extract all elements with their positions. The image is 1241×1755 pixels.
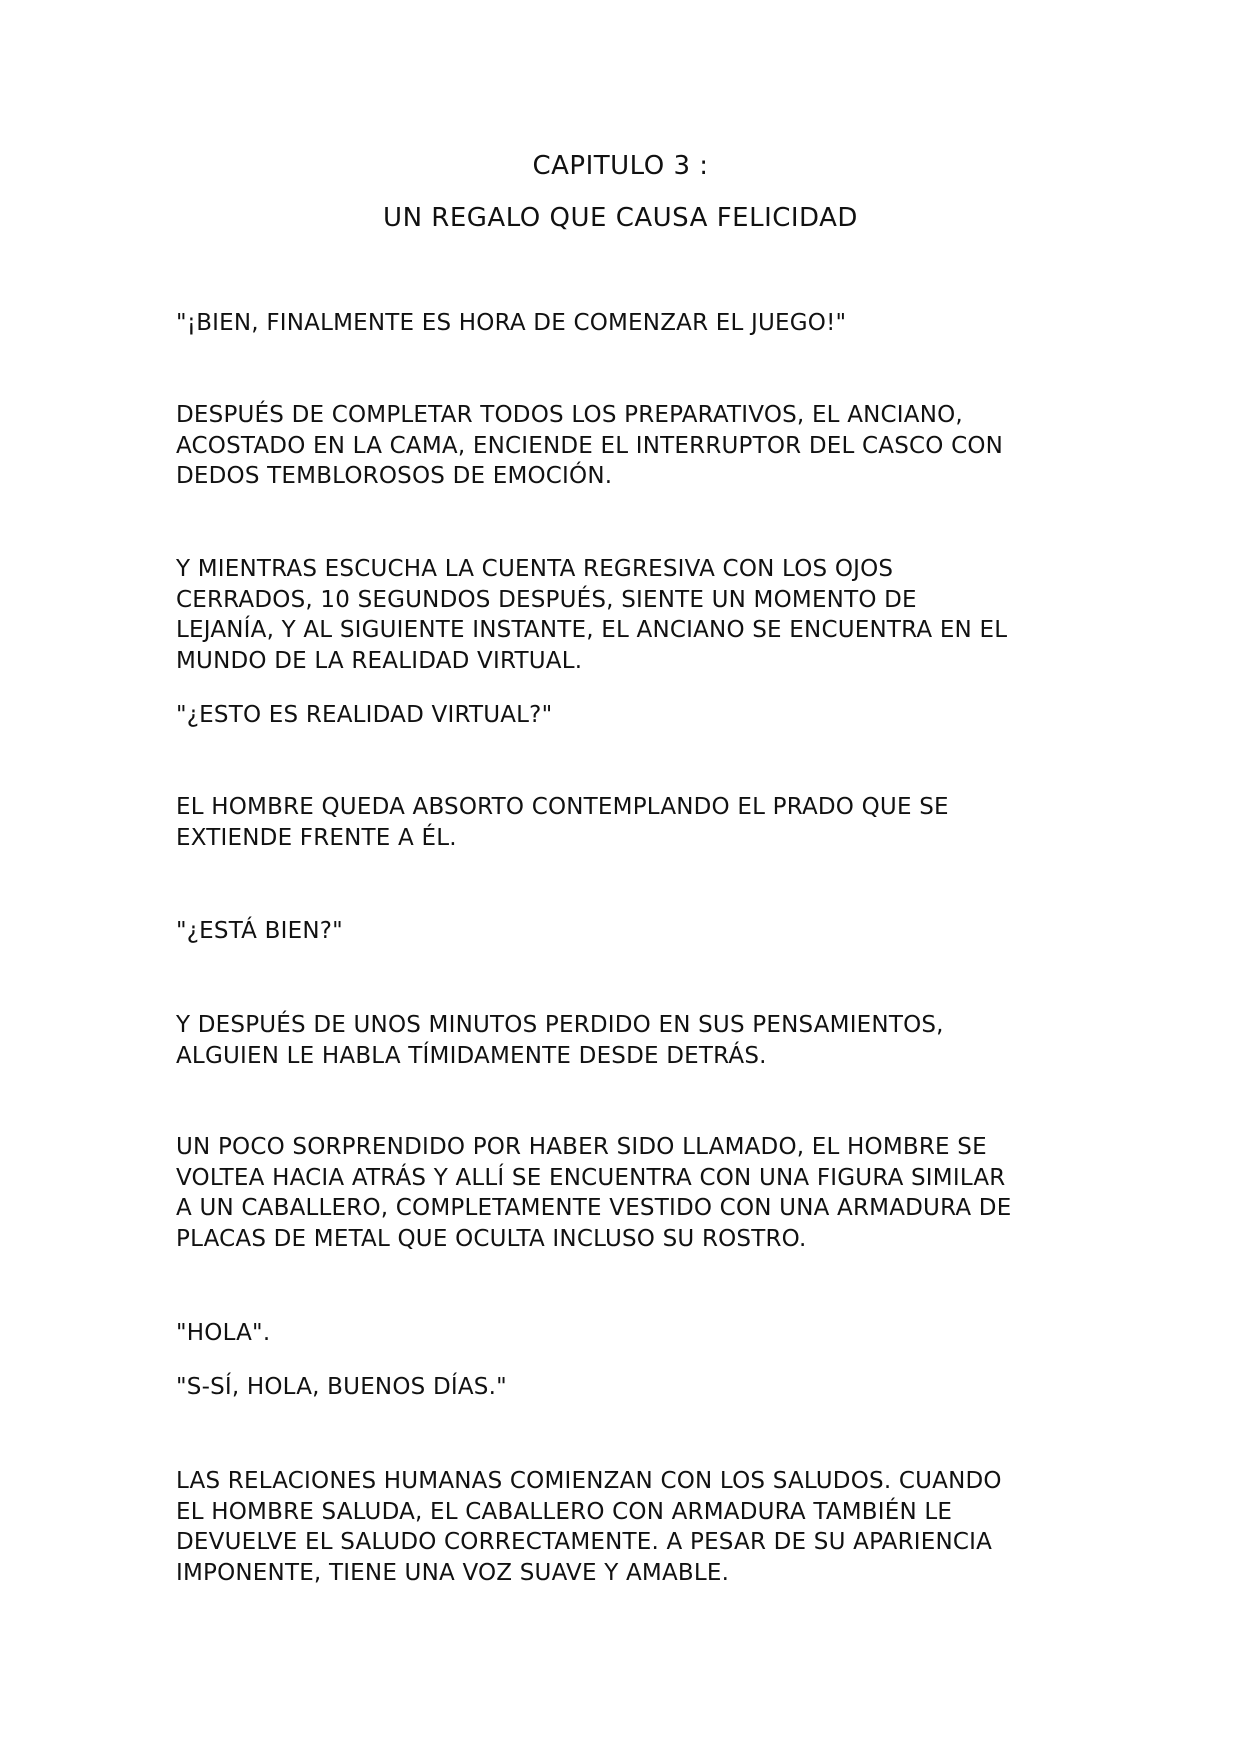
paragraph-8: UN POCO SORPRENDIDO POR HABER SIDO LLAMADO, EL HOMBRE SE VOLTEA HACIA ATRÁS Y ALLÍ SE ENCUENTRA CON UNA FIGURA SIMILAR A UN CABALLERO, COMPLETAMENTE VESTIDO CON UNA ARMADURA DE PLACAS DE METAL QUE OCULTA INCLUSO SU ROSTRO.: [176, 1134, 1012, 1252]
paragraph-5: EL HOMBRE QUEDA ABSORTO CONTEMPLANDO EL PRADO QUE SE EXTIENDE FRENTE A ÉL.: [176, 794, 949, 851]
paragraph-6: "¿ESTÁ BIEN?": [176, 918, 343, 944]
chapter-number: CAPITULO 3 :: [532, 151, 709, 181]
paragraph-7: Y DESPUÉS DE UNOS MINUTOS PERDIDO EN SUS PENSAMIENTOS, ALGUIEN LE HABLA TÍMIDAMENTE DESDE DETRÁS.: [176, 1012, 944, 1069]
paragraph-10: "S-SÍ, HOLA, BUENOS DÍAS.": [176, 1374, 507, 1400]
paragraph-11: LAS RELACIONES HUMANAS COMIENZAN CON LOS SALUDOS. CUANDO EL HOMBRE SALUDA, EL CABALLERO CON ARMADURA TAMBIÉN LE DEVUELVE EL SALUDO CORRECTAMENTE. A PESAR DE SU APARIENCIA IMPONENTE, TIENE UNA VOZ SUAVE Y AMABLE.: [176, 1468, 1002, 1586]
chapter-title: UN REGALO QUE CAUSA FELICIDAD: [383, 203, 858, 233]
paragraph-2: DESPUÉS DE COMPLETAR TODOS LOS PREPARATIVOS, EL ANCIANO, ACOSTADO EN LA CAMA, ENCIENDE EL INTERRUPTOR DEL CASCO CON DEDOS TEMBLOROSOS DE EMOCIÓN.: [176, 402, 1004, 489]
paragraph-4: "¿ESTO ES REALIDAD VIRTUAL?": [176, 702, 553, 728]
paragraph-3: Y MIENTRAS ESCUCHA LA CUENTA REGRESIVA CON LOS OJOS CERRADOS, 10 SEGUNDOS DESPUÉS, SIENTE UN MOMENTO DE LEJANÍA, Y AL SIGUIENTE INSTANTE, EL ANCIANO SE ENCUENTRA EN EL MUNDO DE LA REALIDAD VIRTUAL.: [176, 556, 1008, 674]
paragraph-1: "¡BIEN, FINALMENTE ES HORA DE COMENZAR EL JUEGO!": [176, 310, 847, 336]
paragraph-9: "HOLA".: [176, 1320, 271, 1346]
